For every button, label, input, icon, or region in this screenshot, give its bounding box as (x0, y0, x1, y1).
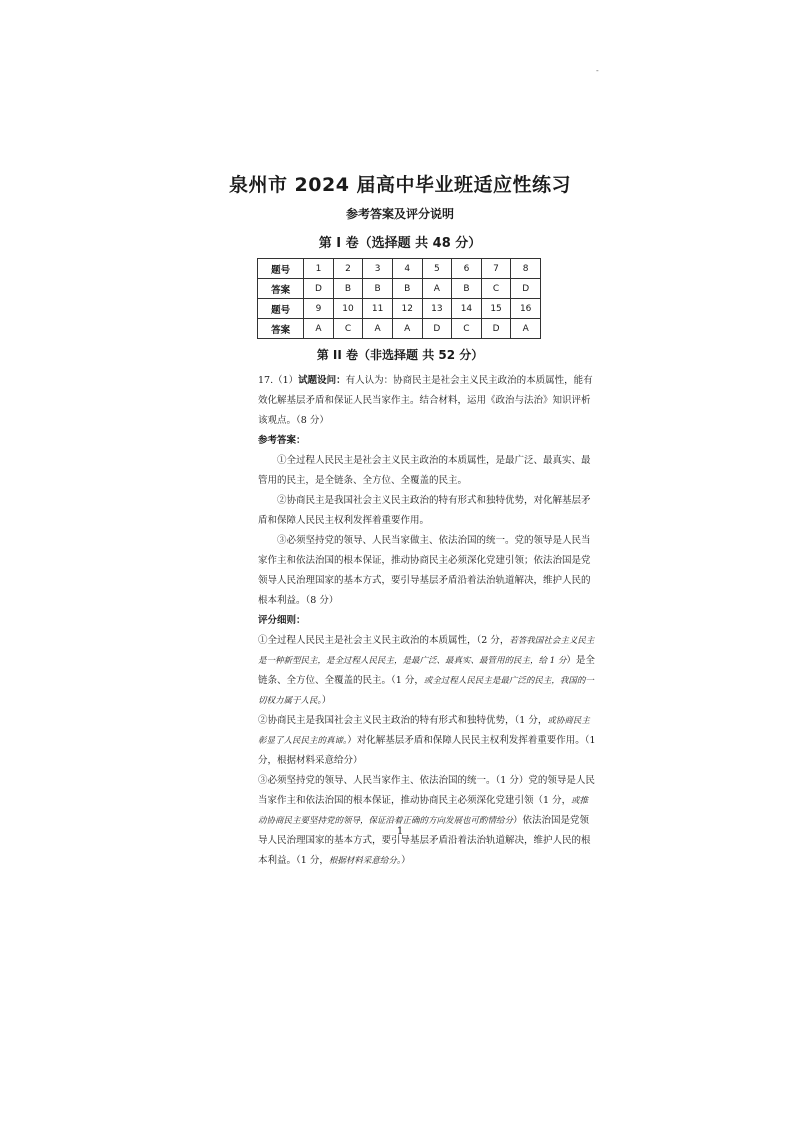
scoring-text: ）对化解基层矛盾和保障人民民主权利发挥着重要作用。（1 分，根据材料采意给分） (258, 735, 596, 766)
table-cell: 8 (511, 259, 541, 279)
table-row (258, 279, 541, 299)
table-row (258, 319, 541, 339)
table-cell: A (392, 319, 422, 339)
reference-point: ②协商民主是我国社会主义民主政治的特有形式和独特优势，对化解基层矛盾和保障人民民主权利发挥着重要作用。 (258, 495, 591, 526)
scoring-heading: 评分细则： (258, 615, 306, 626)
scoring-text: ①全过程人民民主是社会主义民主政治的本质属性，（2 分， (258, 635, 510, 646)
scoring-text: ③必须坚持党的领导、人民当家作主、依法治国的统一。（1 分）党的领导是人民当家作主和依法治国的根本保证，推动协商民主必须深化党建引领（1 分， (258, 775, 595, 806)
table-cell: D (304, 279, 334, 299)
part1-heading: 第 I 卷（选择题 共 48 分） (318, 236, 482, 251)
answer-table (257, 258, 541, 339)
table-cell: B (333, 279, 363, 299)
table-cell: 10 (333, 299, 363, 319)
table-cell: 题号 (258, 299, 304, 319)
page-number: 1 (396, 826, 404, 837)
corner-mark: - (596, 66, 599, 75)
scoring-text: ）是全链条、全方位、全覆盖的民主。（1 分， (258, 655, 595, 686)
table-cell: 4 (392, 259, 422, 279)
scoring-text: ）依法治国是党领导人民治理国家的基本方式，要引导基层矛盾沿着法治轨道解决，维护人民的根本利益。（1 分， (258, 815, 591, 866)
scoring-item (258, 631, 596, 711)
table-cell: B (363, 279, 393, 299)
table-cell: C (452, 319, 482, 339)
table-cell: 16 (511, 299, 541, 319)
table-cell: 题号 (258, 259, 304, 279)
page-title: 泉州市 2024 届高中毕业班适应性练习 (228, 174, 572, 196)
table-cell: C (481, 279, 511, 299)
scoring-note: 或协商民主彰显了人民民主的真谛。 (258, 716, 590, 746)
table-cell: 2 (333, 259, 363, 279)
table-cell: B (452, 279, 482, 299)
table-cell: 答案 (258, 279, 304, 299)
scoring-text: ） (401, 855, 411, 866)
scoring-item (258, 771, 596, 871)
table-cell: 6 (452, 259, 482, 279)
table-row (258, 259, 541, 279)
table-cell: 12 (392, 299, 422, 319)
scoring-note: 若答我国社会主义民主是一种新型民主，是全过程人民民主，是最广泛、最真实、最管用的民主，给 1 分 (258, 636, 595, 666)
table-cell: 5 (422, 259, 452, 279)
question-17 (258, 371, 596, 431)
table-cell: C (333, 319, 363, 339)
table-cell: A (304, 319, 334, 339)
table-cell: D (481, 319, 511, 339)
scoring-note: 根据材料采意给分。 (328, 856, 402, 866)
table-row (258, 299, 541, 319)
table-cell: 答案 (258, 319, 304, 339)
question-number: 17.（1） (258, 375, 299, 386)
answer-content (258, 371, 596, 871)
reference-point: ①全过程人民民主是社会主义民主政治的本质属性，是最广泛、最真实、最管用的民主，是全链条、全方位、全覆盖的民主。 (258, 455, 591, 486)
table-cell: 3 (363, 259, 393, 279)
table-cell: 1 (304, 259, 334, 279)
table-cell: A (511, 319, 541, 339)
reference-point: ③必须坚持党的领导、人民当家做主、依法治国的统一。党的领导是人民当家作主和依法治国的根本保证，推动协商民主必须深化党建引领；依法治国是党领导人民治理国家的基本方式，要引导基层矛盾沿着法治轨道解决，维护人民的根本利益。（8 分） (258, 535, 591, 606)
table-cell: 11 (363, 299, 393, 319)
page-subtitle: 参考答案及评分说明 (345, 207, 454, 221)
scoring-note: 或全过程人民民主是最广泛的民主，我国的一切权力属于人民。 (258, 676, 594, 706)
scoring-text: ） (321, 695, 332, 706)
table-cell: 15 (481, 299, 511, 319)
table-cell: 14 (452, 299, 482, 319)
scoring-note: 或推动协商民主要坚持党的领导，保证沿着正确的方向发展也可酌情给分 (258, 796, 589, 826)
question-text: 有人认为：协商民主是社会主义民主政治的本质属性，能有效化解基层矛盾和保证人民当家作主。结合材料，运用《政治与法治》知识评析该观点。（8 分） (258, 375, 593, 426)
table-cell: D (511, 279, 541, 299)
table-cell: 7 (481, 259, 511, 279)
table-cell: D (422, 319, 452, 339)
table-cell: B (392, 279, 422, 299)
table-cell: A (422, 279, 452, 299)
table-cell: 9 (304, 299, 334, 319)
table-cell: 13 (422, 299, 452, 319)
scoring-text: ②协商民主是我国社会主义民主政治的特有形式和独特优势，（1 分， (258, 715, 548, 726)
part2-heading: 第 II 卷（非选择题 共 52 分） (316, 348, 484, 362)
scoring-item (258, 711, 596, 771)
reference-answer-heading: 参考答案： (258, 435, 306, 446)
question-label: 试题设问： (298, 375, 346, 386)
table-cell: A (363, 319, 393, 339)
